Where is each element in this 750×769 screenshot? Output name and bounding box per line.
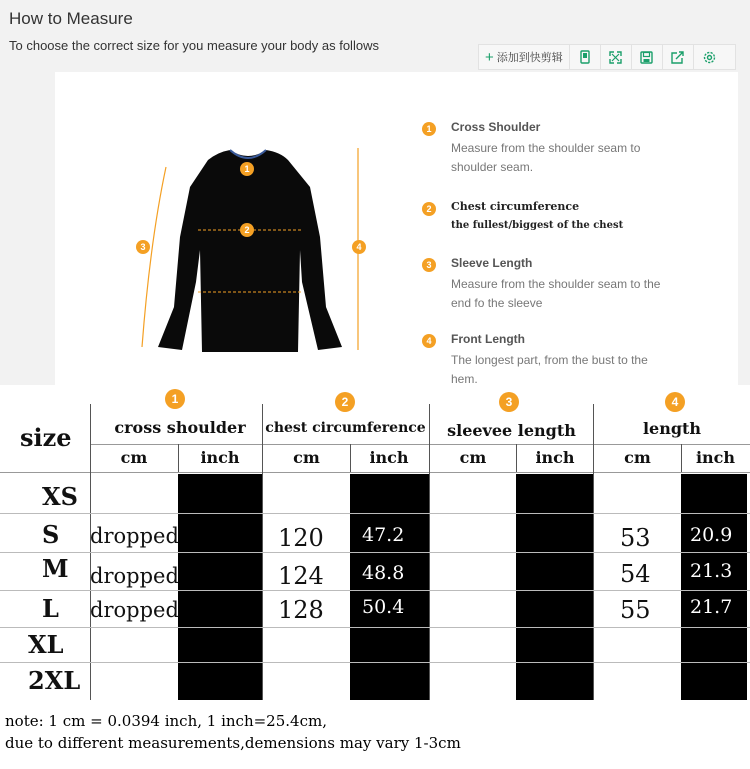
chest-cm-cell: 124	[278, 562, 324, 590]
size-label-2xl: 2XL	[28, 666, 81, 695]
header-cross-shoulder: cross shoulder	[114, 418, 246, 437]
floating-toolbar	[478, 44, 736, 70]
shoulder-cell: dropped	[90, 598, 179, 622]
group-badge: 2	[335, 392, 355, 412]
legend-title: Sleeve Length	[451, 256, 533, 270]
size-table	[0, 386, 750, 706]
fullscreen-icon[interactable]	[601, 45, 632, 69]
length-cm-cell: 53	[620, 524, 651, 552]
col-divider	[516, 444, 517, 472]
col-divider	[681, 444, 682, 472]
legend-title: Front Length	[451, 332, 525, 346]
legend-desc: Measure from the shoulder seam to shoulder seam.	[451, 141, 641, 174]
shoulder-cell: dropped	[90, 564, 179, 588]
row-divider	[0, 552, 750, 553]
legend-badge: 4	[422, 334, 436, 348]
size-header: size	[20, 423, 72, 452]
legend-desc: the fullest/biggest of the chest	[451, 220, 624, 231]
marker-4: 4	[352, 240, 366, 254]
legend-desc: The longest part, from the bust to the hem.	[451, 353, 648, 386]
legend-badge: 1	[422, 122, 436, 136]
chest-inch-cell: 48.8	[362, 562, 405, 584]
row-divider	[0, 662, 750, 663]
inch-column-fill	[178, 474, 262, 700]
unit-cm: cm	[293, 448, 320, 467]
divider	[0, 472, 750, 473]
share-icon[interactable]	[663, 45, 694, 69]
shoulder-cell: dropped	[90, 524, 179, 548]
unit-inch: inch	[535, 448, 575, 467]
unit-inch: inch	[369, 448, 409, 467]
chest-cm-cell: 128	[278, 596, 324, 624]
divider	[90, 444, 750, 445]
chest-cm-cell: 120	[278, 524, 324, 552]
note-line-1: note: 1 cm = 0.0394 inch, 1 inch=25.4cm,	[5, 712, 327, 730]
length-inch-cell: 21.7	[690, 596, 733, 618]
page-subtitle: To choose the correct size for you measure your body as follows	[9, 38, 379, 53]
row-divider	[0, 513, 750, 514]
legend-title: Cross Shoulder	[451, 120, 541, 134]
size-label-m: M	[42, 554, 69, 583]
length-cm-cell: 55	[620, 596, 651, 624]
unit-cm: cm	[459, 448, 487, 467]
unit-cm: cm	[624, 448, 651, 467]
measure-panel	[55, 72, 738, 385]
header-length: length	[642, 419, 702, 438]
header-sleeve: sleevee length	[447, 421, 576, 440]
legend-desc: Measure from the shoulder seam to the end fo the sleeve	[451, 277, 661, 310]
sweater-diagram	[130, 132, 390, 357]
unit-inch: inch	[200, 448, 240, 467]
group-badge: 1	[165, 389, 185, 409]
inch-column-fill	[516, 474, 593, 700]
chest-inch-cell: 47.2	[362, 524, 405, 546]
row-divider	[0, 627, 750, 628]
inch-column-fill	[681, 474, 747, 700]
size-label-xl: XL	[28, 630, 64, 659]
marker-1: 1	[240, 162, 254, 176]
save-icon[interactable]	[632, 45, 663, 69]
length-cm-cell: 54	[620, 560, 651, 588]
group-badge: 3	[499, 392, 519, 412]
chest-inch-cell: 50.4	[362, 596, 405, 618]
settings-icon[interactable]	[694, 45, 725, 69]
mobile-icon[interactable]	[570, 45, 601, 69]
unit-inch: inch	[695, 448, 736, 467]
marker-2: 2	[240, 223, 254, 237]
col-divider	[178, 444, 179, 472]
add-to-clip-button[interactable]	[479, 45, 570, 69]
length-inch-cell: 21.3	[690, 560, 733, 582]
unit-cm: cm	[120, 448, 148, 467]
add-to-clip-label: 添加到快剪辑	[496, 52, 563, 64]
page-title: How to Measure	[9, 9, 133, 28]
col-divider	[350, 444, 351, 472]
group-badge: 4	[665, 392, 685, 412]
legend-badge: 2	[422, 202, 436, 216]
inch-column-fill	[350, 474, 429, 700]
row-divider	[0, 590, 750, 591]
note-line-2: due to different measurements,demensions may vary 1-3cm	[5, 734, 461, 752]
size-label-s: S	[42, 520, 60, 549]
size-label-xs: XS	[42, 482, 78, 511]
legend-title: Chest circumference	[451, 200, 580, 213]
plus-icon: +	[485, 48, 494, 66]
header-chest: chest circumference	[265, 420, 426, 436]
legend-badge: 3	[422, 258, 436, 272]
length-inch-cell: 20.9	[690, 524, 733, 546]
marker-3: 3	[136, 240, 150, 254]
size-label-l: L	[42, 594, 59, 623]
